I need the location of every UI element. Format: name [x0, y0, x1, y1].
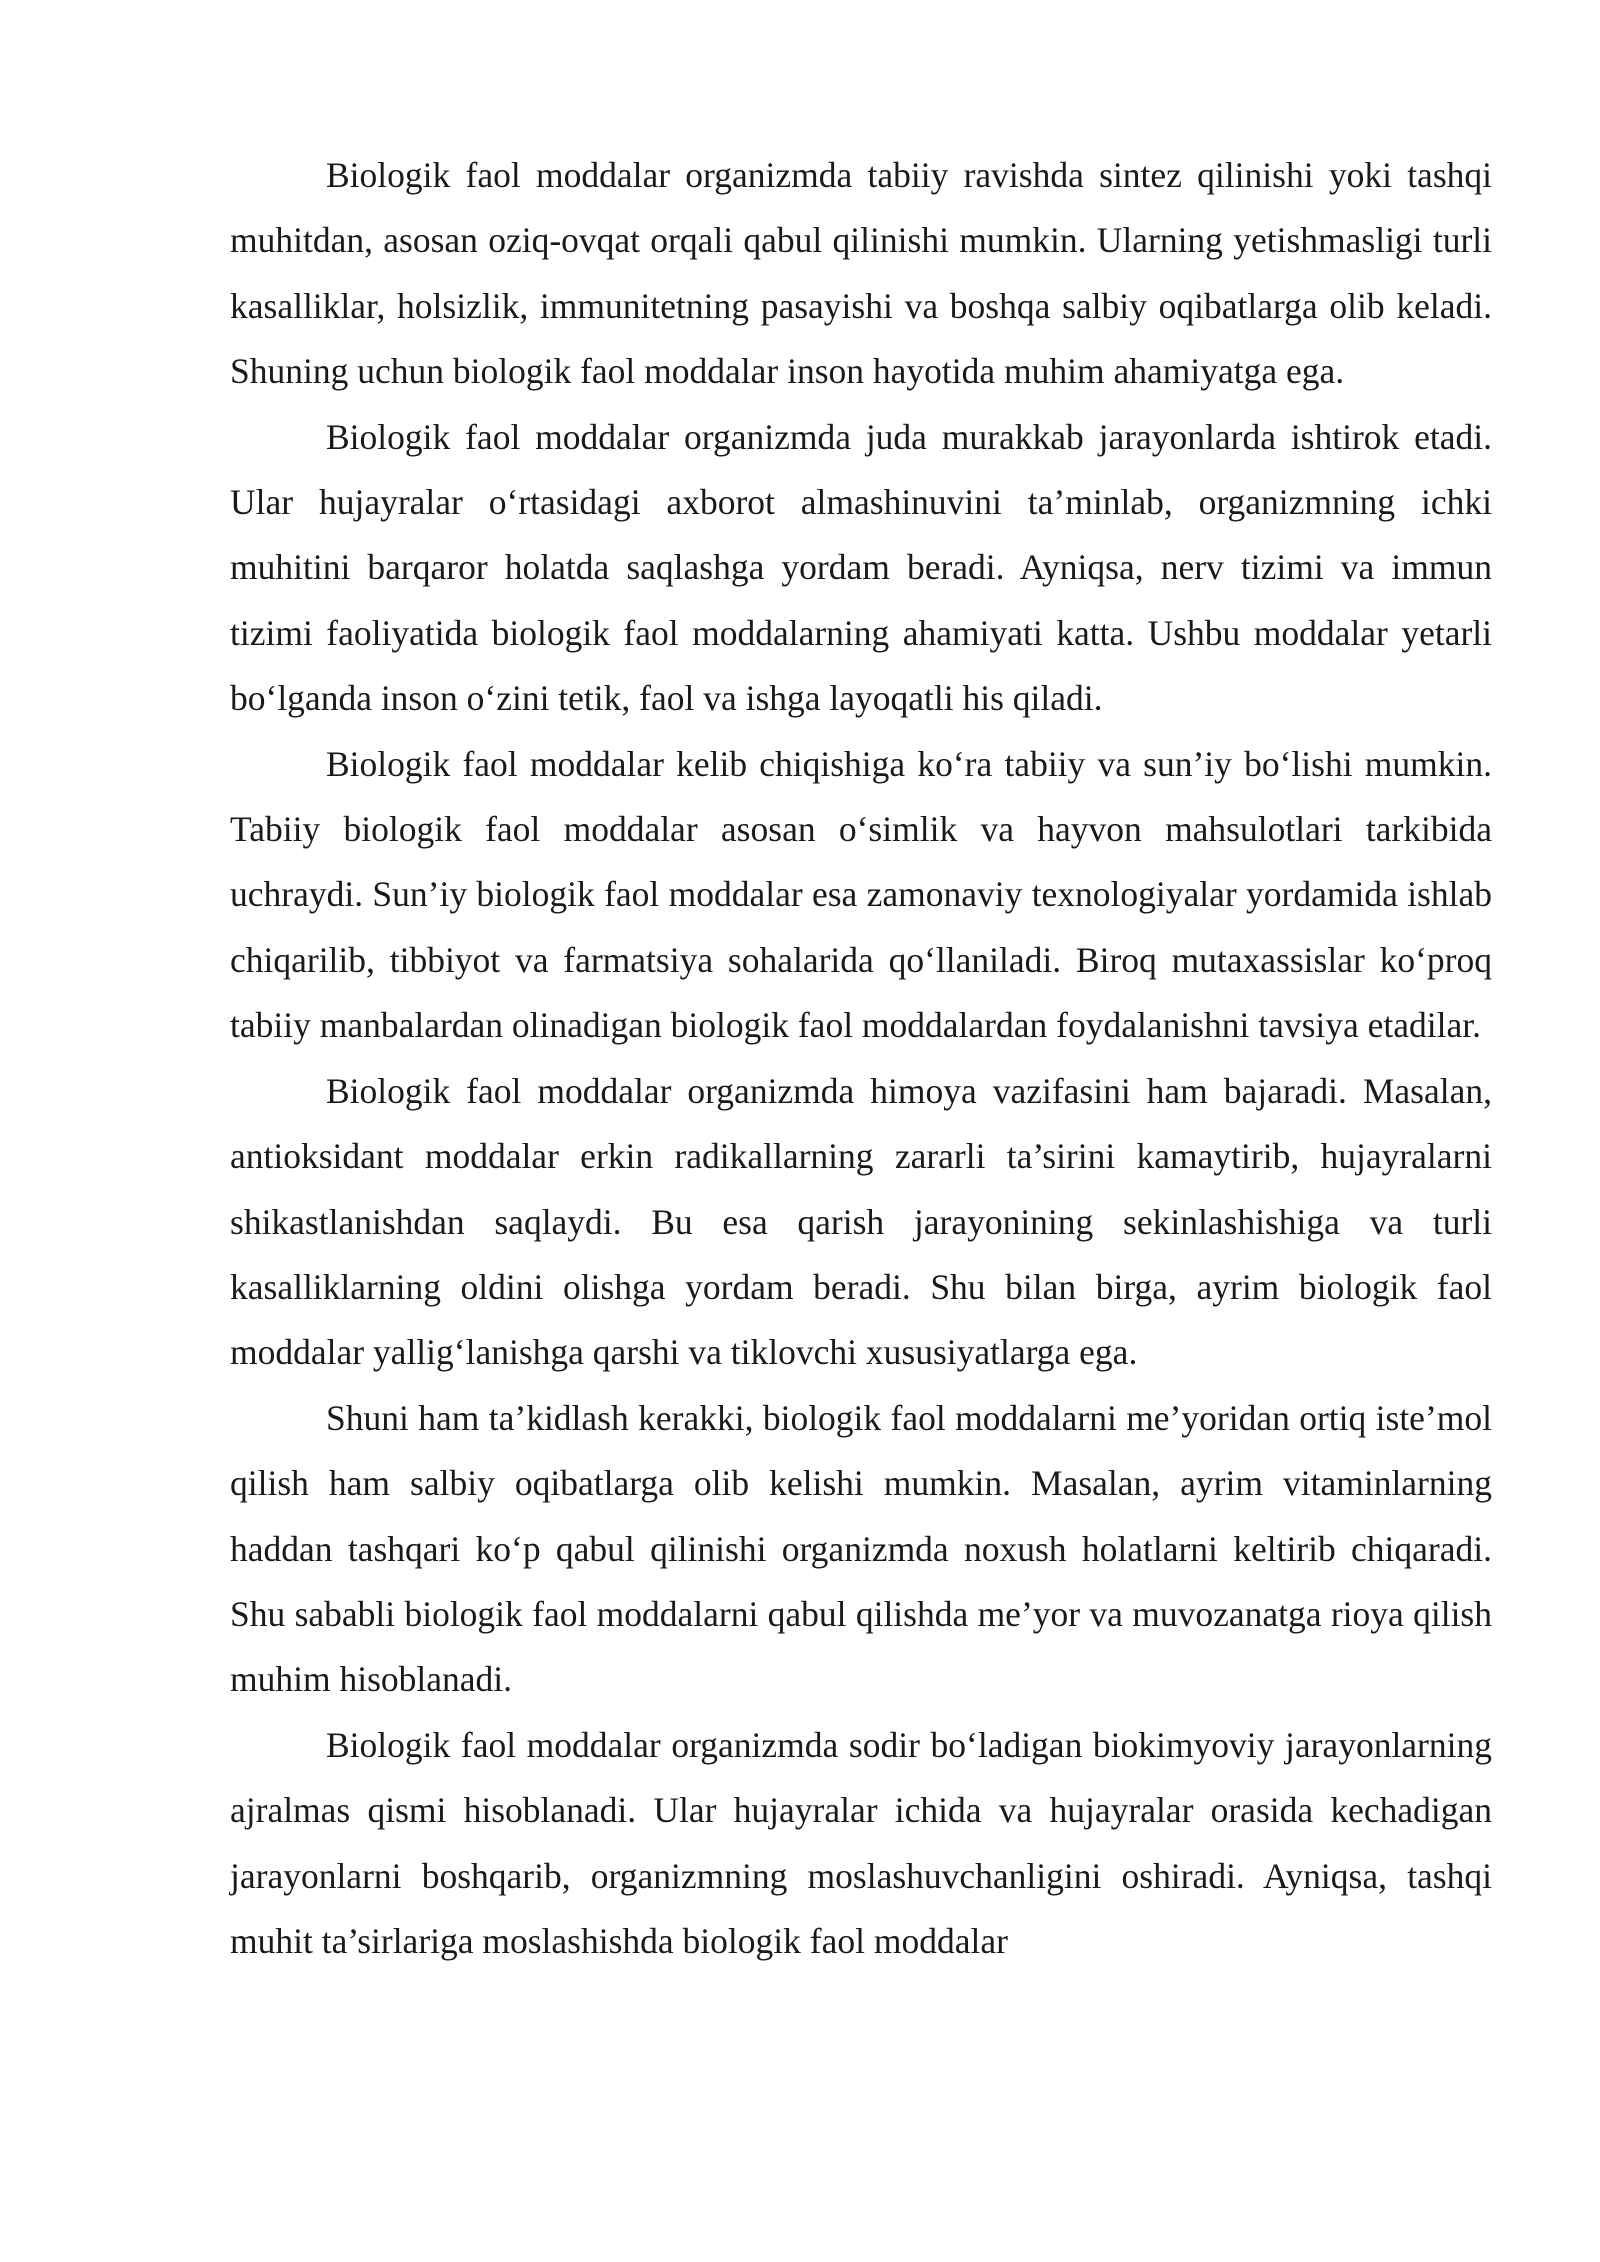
paragraph-1: Biologik faol moddalar organizmda tabiiy ravishda sintez qilinishi yoki tashqi muhitdan, asosan oziq-ovqat orqali qabul qilinishi mumkin. Ularning yetishmasligi turli kasalliklar, holsizlik, immunitetning pasayishi va boshqa salbiy oqibatlarga olib keladi. Shuning uchun biologik faol moddalar inson hayotida muhim ahamiyatga ega. — [230, 155, 1492, 392]
paragraph-3: Biologik faol moddalar kelib chiqishiga ko‘ra tabiiy va sun’iy bo‘lishi mumkin. Tabiiy biologik faol moddalar asosan o‘simlik va hayvon mahsulotlari tarkibida uchraydi. Sun’iy biologik faol moddalar esa zamonaviy texnologiyalar yordamida ishlab chiqarilib, tibbiyot va farmatsiya sohalarida qo‘llaniladi. Biroq mutaxassislar ko‘proq tabiiy manbalardan olinadigan biologik faol moddalardan foydalanishni tavsiya etadilar. — [230, 743, 1492, 1046]
paragraph-2: Biologik faol moddalar organizmda juda murakkab jarayonlarda ishtirok etadi. Ular hujayralar o‘rtasidagi axborot almashinuvini ta’minlab, organizmning ichki muhitini barqaror holatda saqlashga yordam beradi. Ayniqsa, nerv tizimi va immun tizimi faoliyatida biologik faol moddalarning ahamiyati katta. Ushbu moddalar yetarli bo‘lganda inson o‘zini tetik, faol va ishga layoqatli his qiladi. — [230, 416, 1492, 719]
paragraph-4: Biologik faol moddalar organizmda himoya vazifasini ham bajaradi. Masalan, antioksidant moddalar erkin radikallarning zararli ta’sirini kamaytirib, hujayralarni shikastlanishdan saqlaydi. Bu esa qarish jarayonining sekinlashishiga va turli kasalliklarning oldini olishga yordam beradi. Shu bilan birga, ayrim biologik faol moddalar yallig‘lanishga qarshi va tiklovchi xususiyatlarga ega. — [230, 1070, 1492, 1373]
paragraph-6: Biologik faol moddalar organizmda sodir bo‘ladigan biokimyoviy jarayonlarning ajralmas qismi hisoblanadi. Ular hujayralar ichida va hujayralar orasida kechadigan jarayonlarni boshqarib, organizmning moslashuvchanligini oshiradi. Ayniqsa, tashqi muhit ta’sirlariga moslashishda biologik faol moddalar — [230, 1724, 1492, 1961]
document-body — [230, 143, 1492, 1974]
paragraph-5: Shuni ham ta’kidlash kerakki, biologik faol moddalarni me’yoridan ortiq iste’mol qilish ham salbiy oqibatlarga olib kelishi mumkin. Masalan, ayrim vitaminlarning haddan tashqari ko‘p qabul qilinishi organizmda noxush holatlarni keltirib chiqaradi. Shu sababli biologik faol moddalarni qabul qilishda me’yor va muvozanatga rioya qilish muhim hisoblanadi. — [230, 1397, 1492, 1700]
